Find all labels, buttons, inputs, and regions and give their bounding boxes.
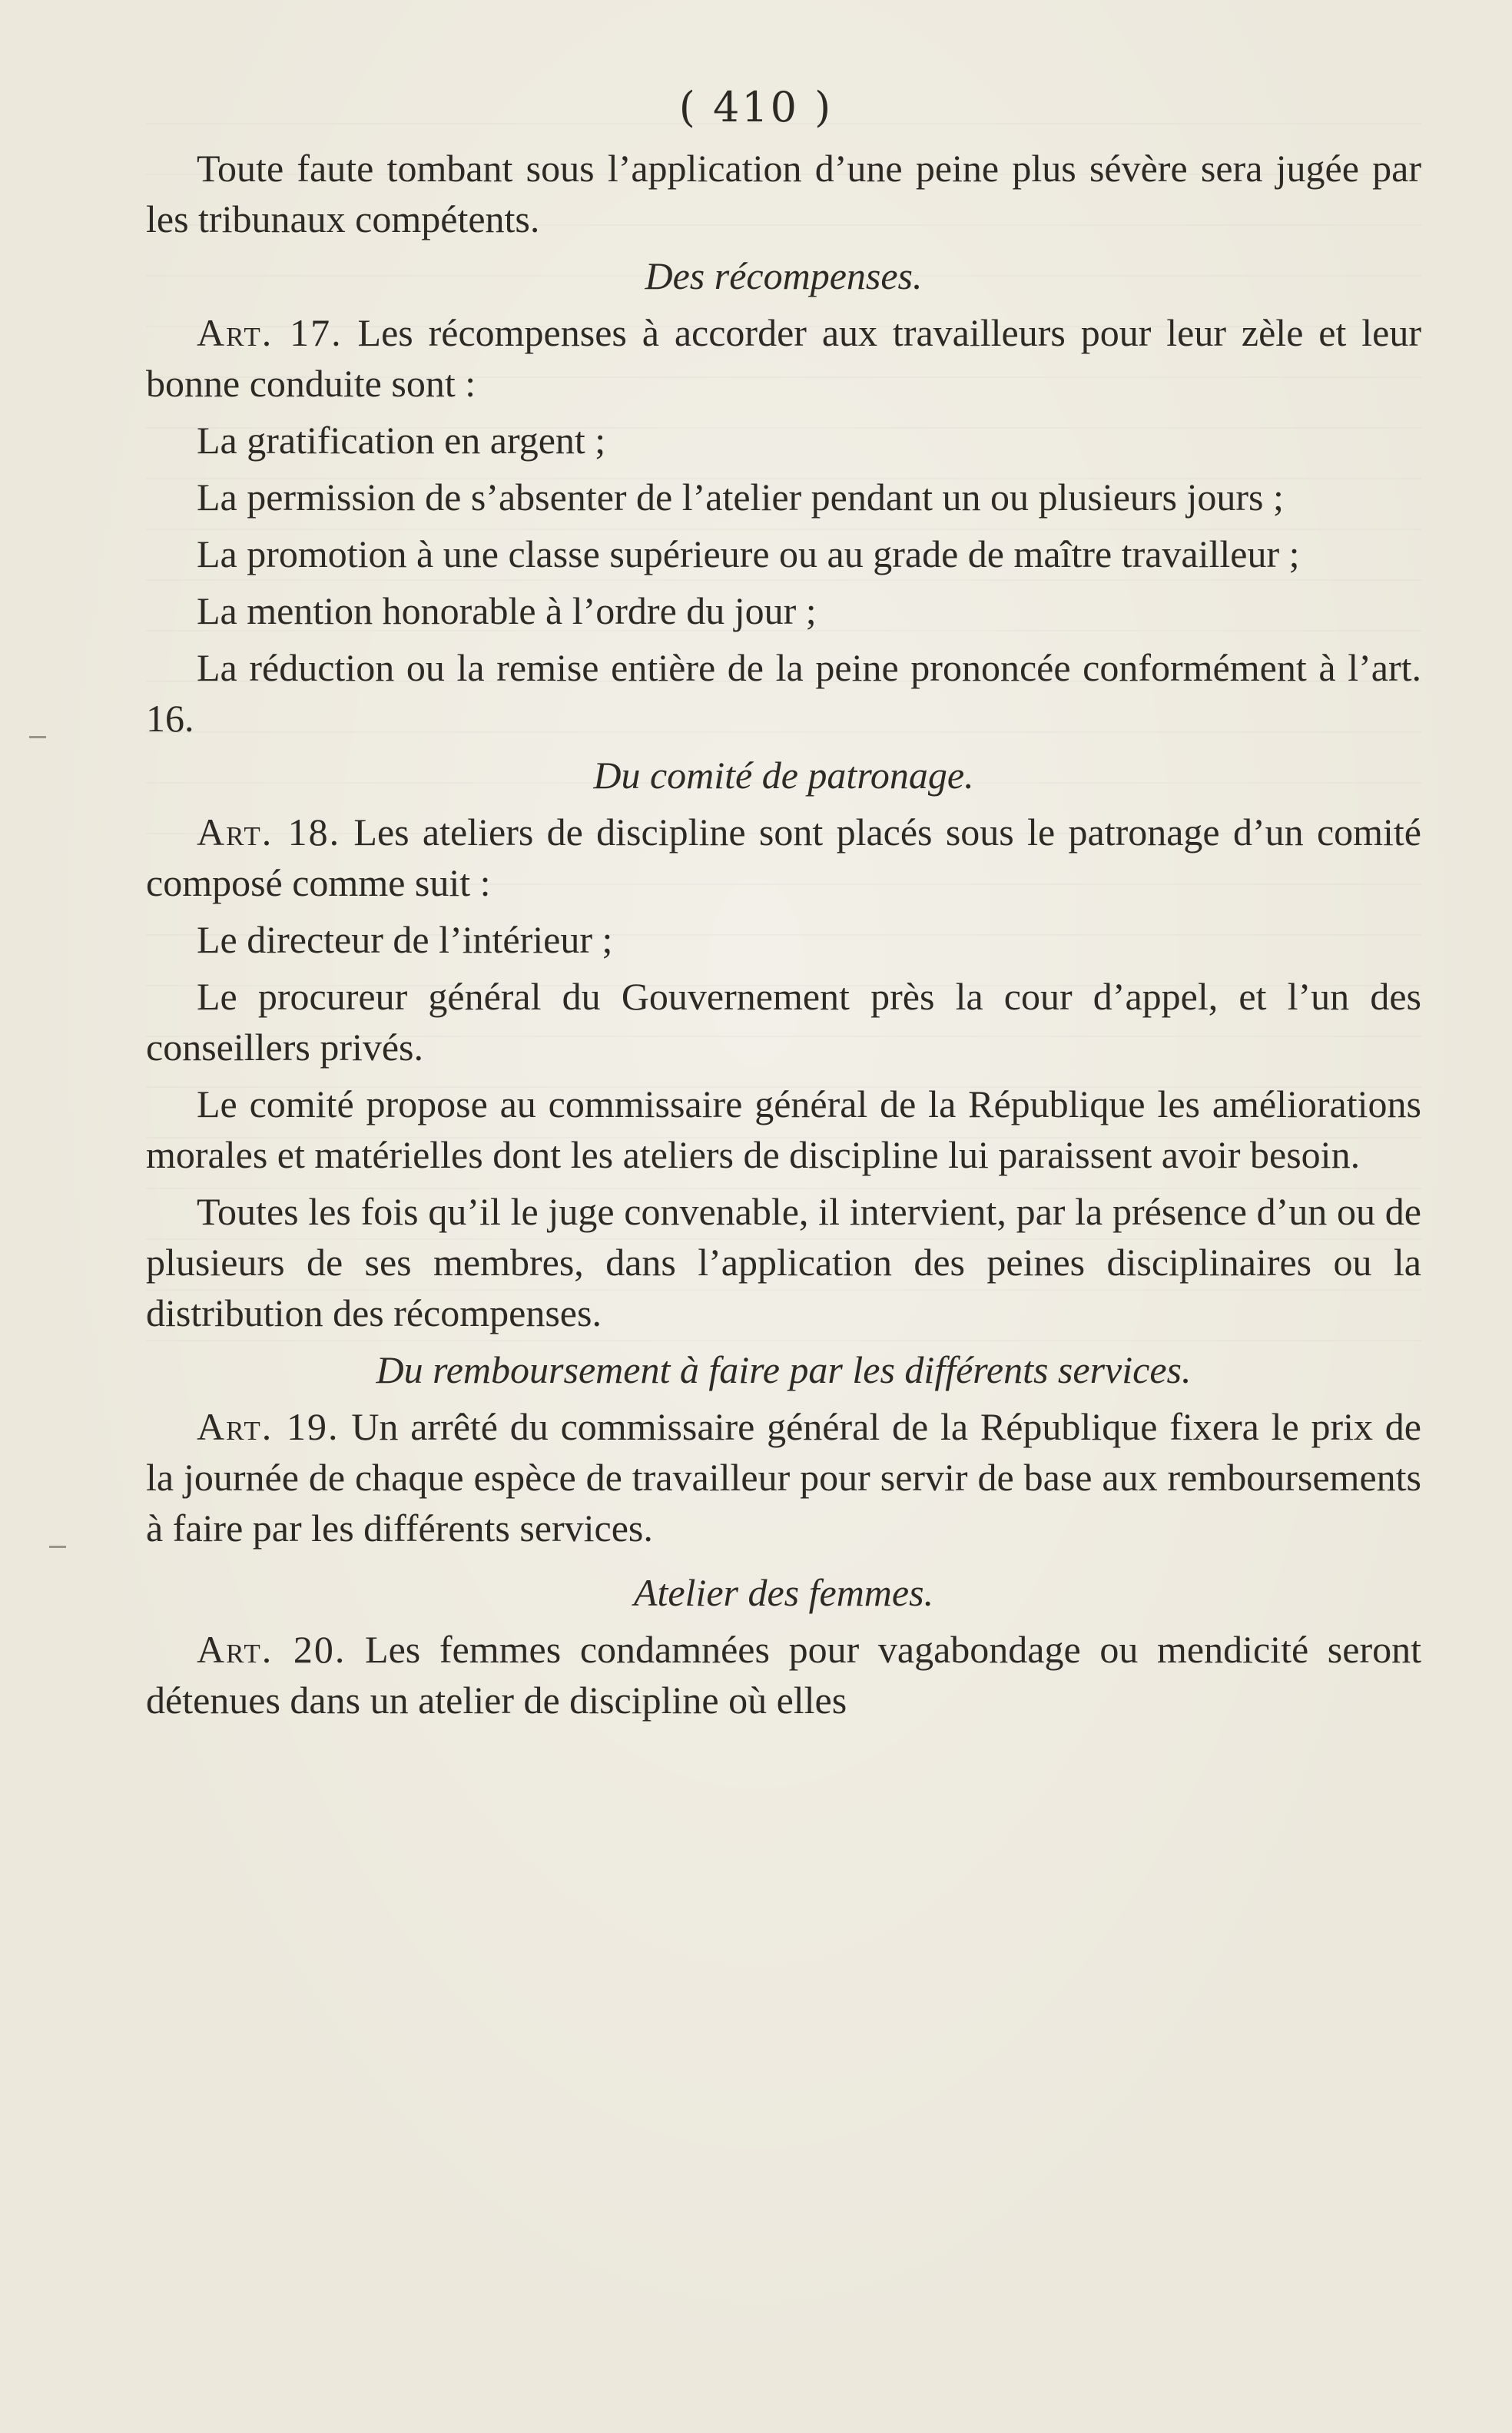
article-text: Les ateliers de discipline sont placés sous le patronage d’un comité composé comme suit : <box>146 810 1422 904</box>
article-label: Art. 20. <box>197 1628 346 1671</box>
list-item: La gratification en argent ; <box>197 419 606 462</box>
section-heading-recompenses: Des récompenses. <box>645 254 923 297</box>
list-item: La permission de s’absenter de l’atelier pendant un ou plusieurs jours ; <box>197 476 1284 519</box>
article-label: Art. 17. <box>197 311 343 354</box>
article-19 <box>146 1401 1421 1553</box>
article-20 <box>146 1624 1421 1725</box>
list-item: La promotion à une classe supérieure ou au grade de maître travailleur ; <box>197 532 1300 575</box>
section-heading-femmes: Atelier des femmes. <box>633 1571 934 1614</box>
margin-mark <box>29 736 46 738</box>
paragraph: Le comité propose au commissaire général de la République les améliorations morales et matérielles dont les ateliers de discipline lui paraissent avoir besoin. <box>146 1082 1421 1176</box>
article-text: Un arrêté du commissaire général de la République fixera le prix de la journée de chaque espèce de travailleur pour servir de base aux remboursements à faire par les différents services. <box>146 1405 1421 1550</box>
article-label: Art. 19. <box>197 1405 340 1448</box>
list-item: La réduction ou la remise entière de la peine prononcée conformément à l’art. 16. <box>146 646 1421 740</box>
margin-mark <box>49 1546 66 1548</box>
article-18 <box>146 807 1421 908</box>
document-body <box>146 143 1421 1732</box>
article-text: Les récompenses à accorder aux travailleurs pour leur zèle et leur bonne conduite sont : <box>146 311 1422 405</box>
article-label: Art. 18. <box>197 810 341 854</box>
paragraph: Toutes les fois qu’il le juge convenable, il intervient, par la présence d’un ou de plusieurs de ses membres, dans l’application des peines disciplinaires ou la distribution des récompenses. <box>146 1190 1421 1334</box>
page-number: ( 410 ) <box>678 83 834 131</box>
article-text: Les femmes condamnées pour vagabondage ou mendicité seront détenues dans un atelier de discipline où elles <box>146 1628 1421 1722</box>
section-heading-remboursement: Du remboursement à faire par les différents services. <box>376 1348 1192 1391</box>
paragraph: Toute faute tombant sous l’application d’une peine plus sévère sera jugée par les tribunaux compétents. <box>146 147 1421 240</box>
list-item: La mention honorable à l’ordre du jour ; <box>197 589 817 632</box>
article-17 <box>146 307 1421 409</box>
section-heading-comite: Du comité de patronage. <box>593 754 974 797</box>
list-item: Le directeur de l’intérieur ; <box>197 918 613 961</box>
list-item: Le procureur général du Gouvernement près la cour d’appel, et l’un des conseillers privés. <box>146 975 1421 1069</box>
